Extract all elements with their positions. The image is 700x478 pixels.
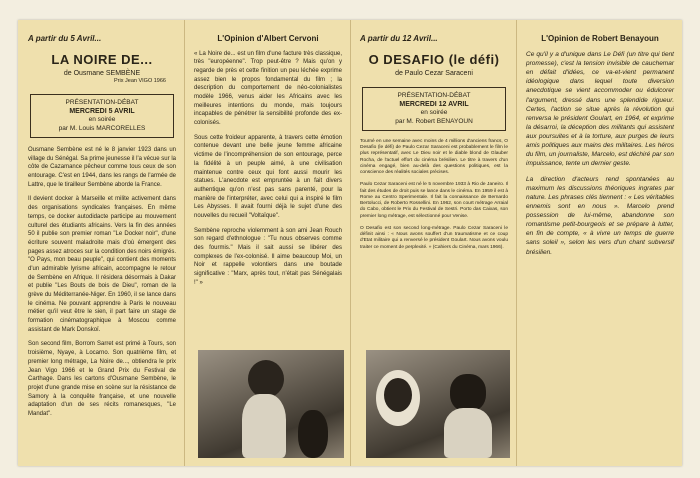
paragraph: Sembène reproche violemment à son ami Jean Rouch son regard d'ethnologue : "Tu nous observes comme des fourmis." Mais il sait aussi se libérer des complexes de l'ex-colonisé. Il aime beaucoup Moi, un Noir et rappelle volontiers dans une boutade significative : "Marx, après tout, n'était pas Sénégalais !" » xyxy=(194,227,342,286)
film-title-desafio: O DESAFIO (le défi) xyxy=(368,51,500,67)
paragraph: O Desafio est son second long-métrage. Paulo Cezar Saraceni le définit ainsi : « Nous avons souffert d'un traumatisme et ce coup d'Etat militaire qui a renversé le président Goulart. Nous avons voulu traiter ce moment de perplexité. » (Cahiers du Cinéma, mars 1966). xyxy=(360,225,508,250)
film-still-desafio xyxy=(366,350,510,458)
box-host: par M. Robert BENAYOUN xyxy=(395,117,473,125)
film-title-noire: LA NOIRE DE... xyxy=(51,51,153,67)
presentation-box-2 xyxy=(362,87,506,131)
box-date: MERCREDI 12 AVRIL xyxy=(399,101,469,109)
paragraph: Son second film, Borrom Sarret est primé à Tours, son troisième, Nyaye, à Locarno. Son quatrième film, et premier long métrage, La Noire de..., obtiendra le prix Jean Vigo 1966 et le Grand Prix du Festival de Carthage. Dans les cartons d'Ousmane Sembène, le projet d'une grande mise en scène sur la résistance de Samory à la conquête française, et une nouvelle adaptation d'un de ses récits romanesques, "Le Mandat". xyxy=(28,341,176,417)
award-line: Prix Jean VIGO 1966 xyxy=(114,77,166,84)
presentation-box-1 xyxy=(30,94,174,138)
box-kind: PRÉSENTATION-DÉBAT xyxy=(65,98,139,106)
paragraph: Paulo Cezar Saraceni est né le 5 novembre 1933 à Rio de Janeiro. Il fait des études de droit puis se lance dans le cinéma. En 1959 il est à Rome au Centro Sperimentale. Il fait la connaissance de Bernardo Bertolucci, de Roberto Rossellini. En 1962, son court métrage Arraial do Cabo, obtient le Prix du Festival de Sestri. Porto das Caixas, son premier long métrage, est sélectionné pour Venise. xyxy=(360,182,508,219)
paragraph: Il devient docker à Marseille et milite activement dans des organisations syndicales françaises. En même temps, ce docker autodidacte participe au mouvement culturel des étudiants africains. Vers la fin des années 50 il publie son premier roman "Le Docker noir", d'une écriture souvent maladroite mais d'où émergent des pages assez atroces sur la condition des noirs émigrés. "O Pays, mon beau peuple", qui contient des moments d'un admirable lyrisme africain, accompagne le retour de Sembène en Afrique. Il résidera désormais à Dakar et publie "Les Bouts de bois de Dieu", roman de la grève du Méditerranée-Niger. En 1960, il se lance dans le cinéma. Ne pouvant apprendre à Paris le nouveau métier qu'il veut être le sien, il part faire un stage de formation cinématographique à Moscou comme assistant de Mark Donskoï. xyxy=(28,196,176,333)
program-sheet xyxy=(18,20,682,466)
director-line: de Paulo Cezar Saraceni xyxy=(395,69,473,77)
panel-opinion-benayoun xyxy=(516,20,682,466)
box-time: en soirée xyxy=(420,109,448,117)
box-host: par M. Louis MARCORELLES xyxy=(58,124,146,132)
paragraph: « La Noire de... est un film d'une facture très classique, très "européenne". Trop peut-être ? Mais qu'on y regarde de près et cette finition un peu léchée exprime assez bien le propos fondamental du film ; la description du comportement de néo-colonialistes modèle 1966, venus aider les Africains avec les meilleures intentions du monde, mais toujours incapables de pénétrer la sensibilité profonde des ex-colonisés. xyxy=(194,50,342,127)
panel-1-date-header: A partir du 5 Avril... xyxy=(28,34,102,43)
opinion-header-benayoun: L'Opinion de Robert Benayoun xyxy=(541,34,659,43)
box-kind: PRÉSENTATION-DÉBAT xyxy=(397,91,471,99)
film-still-noire xyxy=(198,350,344,458)
box-date: MERCREDI 5 AVRIL xyxy=(69,108,135,116)
director-line: de Ousmane SEMBÈNE xyxy=(63,69,141,77)
paragraph: Tourné en une semaine avec moins de 4 millions d'anciens francs, O Desafio (le défi) de Paulo Cezar Saraceni est probablement le film le plus représentatif, avec Le Dieu noir et le diable blond de Glauber Rocha, de l'actuel effort du cinéma brésilien. Le titre à travers d'un cinéma engagé, bien au-delà des questions politiques, est la conscience des réalités sociales précises. xyxy=(360,139,508,176)
paragraph: Ce qu'il y a d'unique dans Le Défi (un titre qui tient promesse), c'est la tension invisible de cauchemar en défait d'idées, ce va-et-vient permanent idéologique dans lequel toute diversion anecdotique se vient accommoder ou édulcorer l'argument, dressé dans une splendide rigueur. Certes, l'action se situe après la révolution qui renversa le président Goulart, en 1964, et exprime la désarroi, la déception des militants qui assistent aux poursuites et à la torture, aux purges de leurs amis politiques aux mains des militaires. Les héros du film, un journaliste, Marcelo, est déchiré par son impuissance, tente un dernier geste. xyxy=(526,51,674,168)
paragraph: La direction d'acteurs rend spontanées au maximum les discussions théoriques ingrates par nature. Les phrases clés tiennent : « Les véritables ennemis sont en nous ». Marcelo prend possession de lui-même, abandonne son romantisme petit-bourgeois et se prépare à lutter, en fin de compte, « à vivre un temps de guerre sans soleil », selon les vers d'un chant subversif brésilien. xyxy=(526,175,674,256)
paragraph: Ousmane Sembène est né le 8 janvier 1923 dans un village du Sénégal. Sa prime jeunesse il l'a vécue sur la côte de Cazamance pêcheur comme tous ceux de son entourage. C'est en 1944, dans les rangs de l'armée de Lattre, que le tirailleur Sembène aborde la France. xyxy=(28,147,176,188)
opinion-header-cervoni: L'Opinion d'Albert Cervoni xyxy=(217,34,319,43)
box-time: en soirée xyxy=(88,116,116,124)
panel-noire-de xyxy=(18,20,184,466)
panel-3-date-header: A partir du 12 Avril... xyxy=(360,34,438,43)
paragraph: Sous cette froideur apparente, à travers cette émotion contenue devant une belle jeune femme africaine victime de l'incompréhension de son entourage, perce la fidélité à un peuple aimé, à une civilisation maintenue contre ceux qui font aussi mourir les statues. L'anecdote est empruntée à un fait divers authentique qu'on n'est pas sans parenté, pour la manière de l'interpréter, avec celui qui a inspiré le film Les Abysses. Il avait fourni déjà le sujet d'une des nouvelles du recueil "Voltaïque". xyxy=(194,134,342,219)
